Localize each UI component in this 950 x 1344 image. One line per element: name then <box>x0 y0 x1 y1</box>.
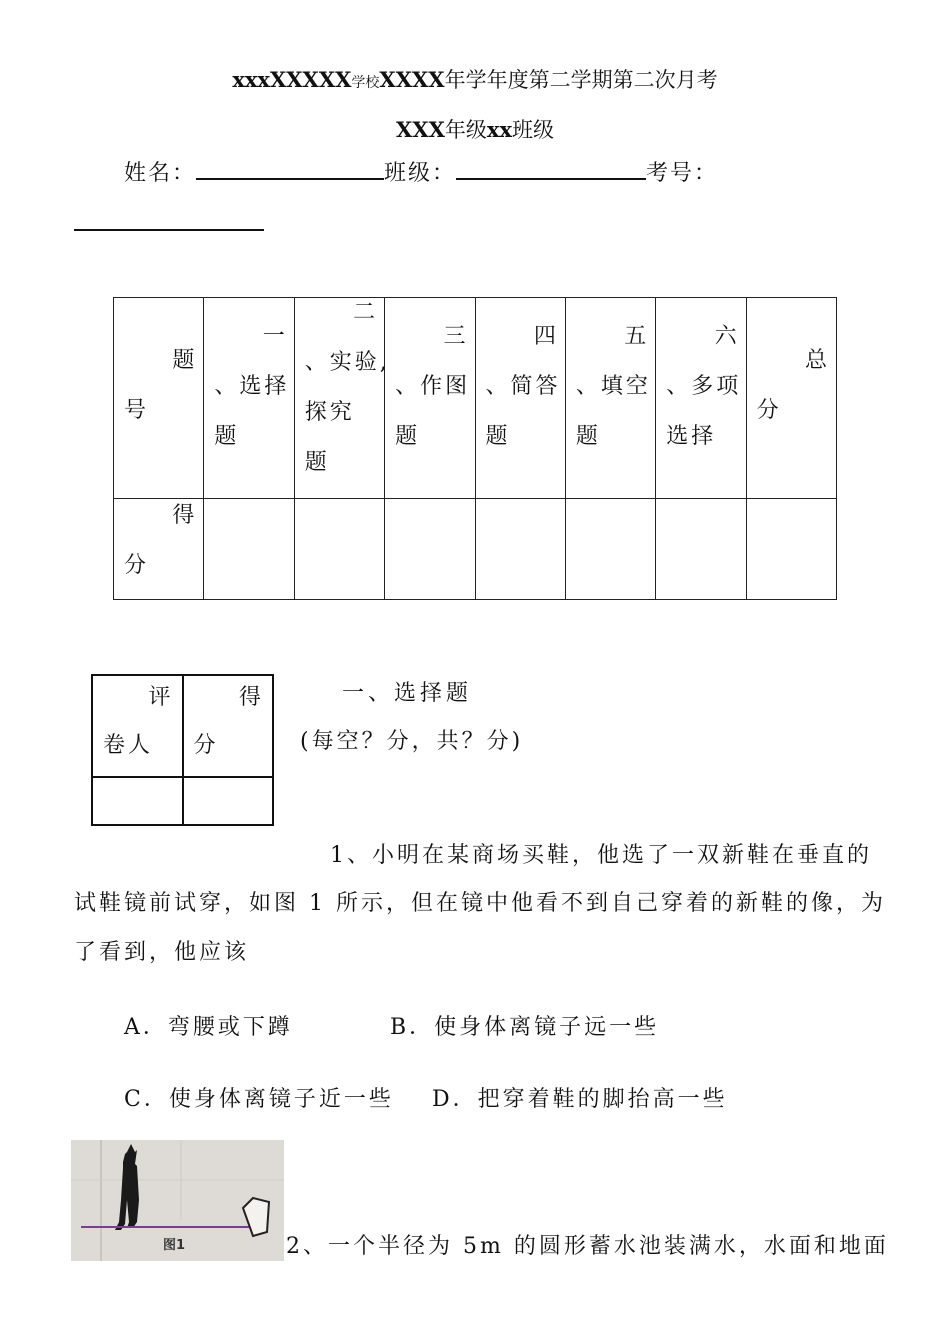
grader-score-cell[interactable] <box>183 777 274 825</box>
number-blank[interactable] <box>74 229 264 231</box>
score-cell-5[interactable] <box>565 499 655 600</box>
column-header-6: 六 、多项 选择 <box>656 298 746 499</box>
question-1-line-2: 试鞋镜前试穿，如图 1 所示，但在镜中他看不到自己穿着的新鞋的像，为 <box>74 891 886 916</box>
class-label: 班级： <box>384 161 457 186</box>
score-table-header-row <box>114 298 837 499</box>
score-cell-4[interactable] <box>475 499 565 600</box>
name-blank[interactable] <box>196 162 384 180</box>
grader-label-cell: 评 卷人 <box>92 675 183 777</box>
student-info-line <box>124 156 718 187</box>
figure-1 <box>71 1140 284 1261</box>
score-cell-3[interactable] <box>385 499 475 600</box>
score-table <box>113 297 837 600</box>
score-cell-total[interactable] <box>746 499 836 600</box>
exam-title: xxxXXXXX学校XXXX年学年度第二学期第二次月考 <box>232 67 718 92</box>
score-cell-6[interactable] <box>656 499 746 600</box>
question-2-line-1: 2、一个半径为 5m 的圆形蓄水池装满水，水面和地面 <box>286 1234 889 1259</box>
score-row <box>114 499 837 600</box>
column-header-total: 总 分 <box>746 298 836 499</box>
column-header-5: 五 、填空 题 <box>565 298 655 499</box>
option-c[interactable]: C．使身体离镜子近一些 <box>124 1087 394 1112</box>
score-label-cell: 得 分 <box>114 499 204 600</box>
grader-entry-row <box>92 777 273 825</box>
grader-box <box>91 674 274 826</box>
exam-subtitle: XXX年级xx班级 <box>396 117 554 142</box>
grader-score-label-cell: 得 分 <box>183 675 274 777</box>
question-1-line-3: 了看到，他应该 <box>74 940 250 965</box>
header-label-cell: 题 号 <box>114 298 204 499</box>
score-cell-2[interactable] <box>294 499 384 600</box>
name-label: 姓名： <box>124 161 197 186</box>
grader-header-row <box>92 675 273 777</box>
column-header-1: 一 、选择 题 <box>204 298 294 499</box>
figure-1-caption: 图1 <box>163 1238 186 1253</box>
score-cell-1[interactable] <box>204 499 294 600</box>
column-header-4: 四 、简答 题 <box>475 298 565 499</box>
option-a[interactable]: A．弯腰或下蹲 <box>124 1015 293 1040</box>
number-label: 考号： <box>646 161 719 186</box>
option-d[interactable]: D．把穿着鞋的脚抬高一些 <box>432 1087 728 1112</box>
class-blank[interactable] <box>456 162 646 180</box>
column-header-3: 三 、作图 题 <box>385 298 475 499</box>
option-b[interactable]: B．使身体离镜子远一些 <box>390 1015 660 1040</box>
section-heading: 一、选择题 <box>342 681 473 706</box>
section-note: (每空？分，共？分) <box>300 729 524 754</box>
column-header-2: 二 、实验, 探究 题 <box>294 298 384 499</box>
question-1-line-1: 1、小明在某商场买鞋，他选了一双新鞋在垂直的 <box>330 843 872 868</box>
grader-name-cell[interactable] <box>92 777 183 825</box>
